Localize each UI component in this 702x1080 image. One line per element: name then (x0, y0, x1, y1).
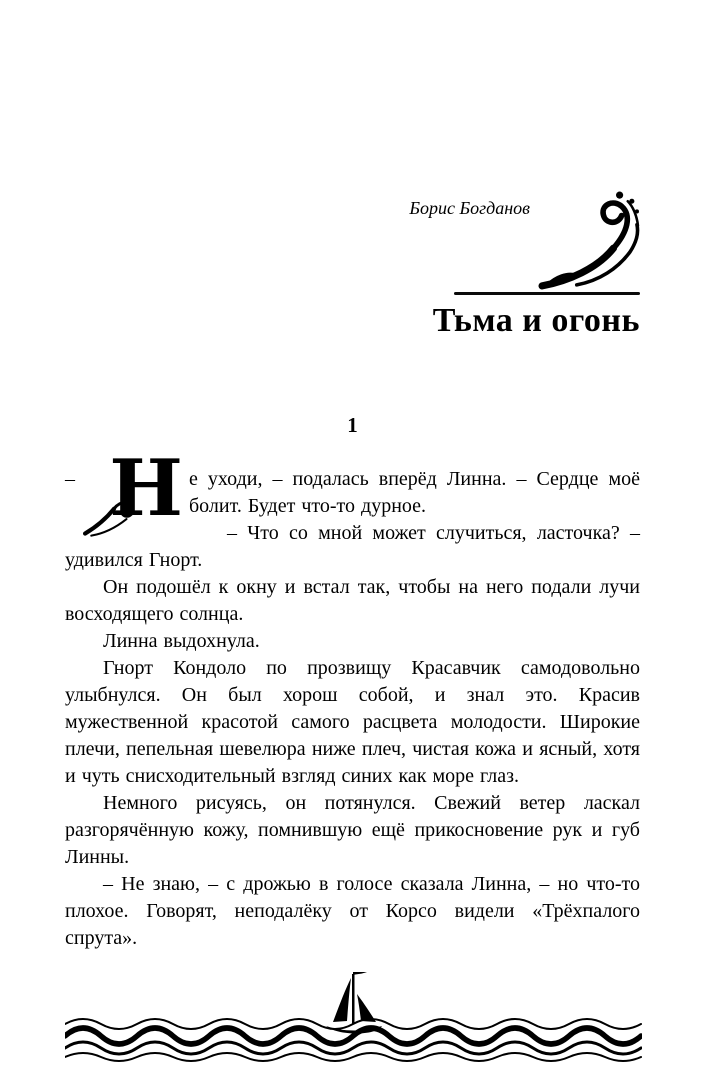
paragraph: Гнорт Кондоло по прозвищу Красавчик самодовольно улыбнулся. Он был хорош собой, и знал это. Красив мужественной красотой самого расцвета молодости. Широкие плечи, пепельная шевелюра ниже плеч, чистая кожа и ясный, хотя и чуть снисходительный взгляд синих как море глаз. (65, 657, 640, 787)
paragraph: Он подошёл к окну и встал так, чтобы на него подали лучи восходящего солнца. (65, 576, 640, 625)
paragraph: Линна выдохнула. (103, 630, 260, 652)
paragraph: – Не знаю, – с дрожью в голосе сказала Линна, – но что-то плохое. Говорят, неподалёку от Корсо видели «Трёхпалого спрута». (65, 873, 640, 949)
paragraph: Немного рисуясь, он потянулся. Свежий ветер ласкал разгорячённую кожу, помнившую ещё прикосновение рук и губ Линны. (65, 792, 640, 868)
paragraph-opening (65, 443, 640, 534)
wave-pattern-icon (65, 1019, 641, 1061)
paragraph-text: е уходи, – подалась вперёд Линна. – Сердце моё болит. Будет что-то дурное. (189, 468, 640, 517)
dialogue-dash: – (65, 468, 75, 490)
body-text (65, 443, 640, 952)
footer-wave-border (65, 972, 642, 1064)
author-name: Борис Богданов (409, 198, 530, 218)
book-title: Тьма и огонь (432, 302, 640, 339)
drop-cap (65, 443, 185, 534)
chapter-number: 1 (347, 413, 358, 437)
ornament-underline (454, 292, 640, 295)
wave-splash-ornament-icon (538, 188, 640, 292)
dropcap-letter: Н (109, 443, 183, 534)
paragraph: – Что со мной может случиться, ласточка? – удивился Гнорт. (65, 522, 640, 571)
